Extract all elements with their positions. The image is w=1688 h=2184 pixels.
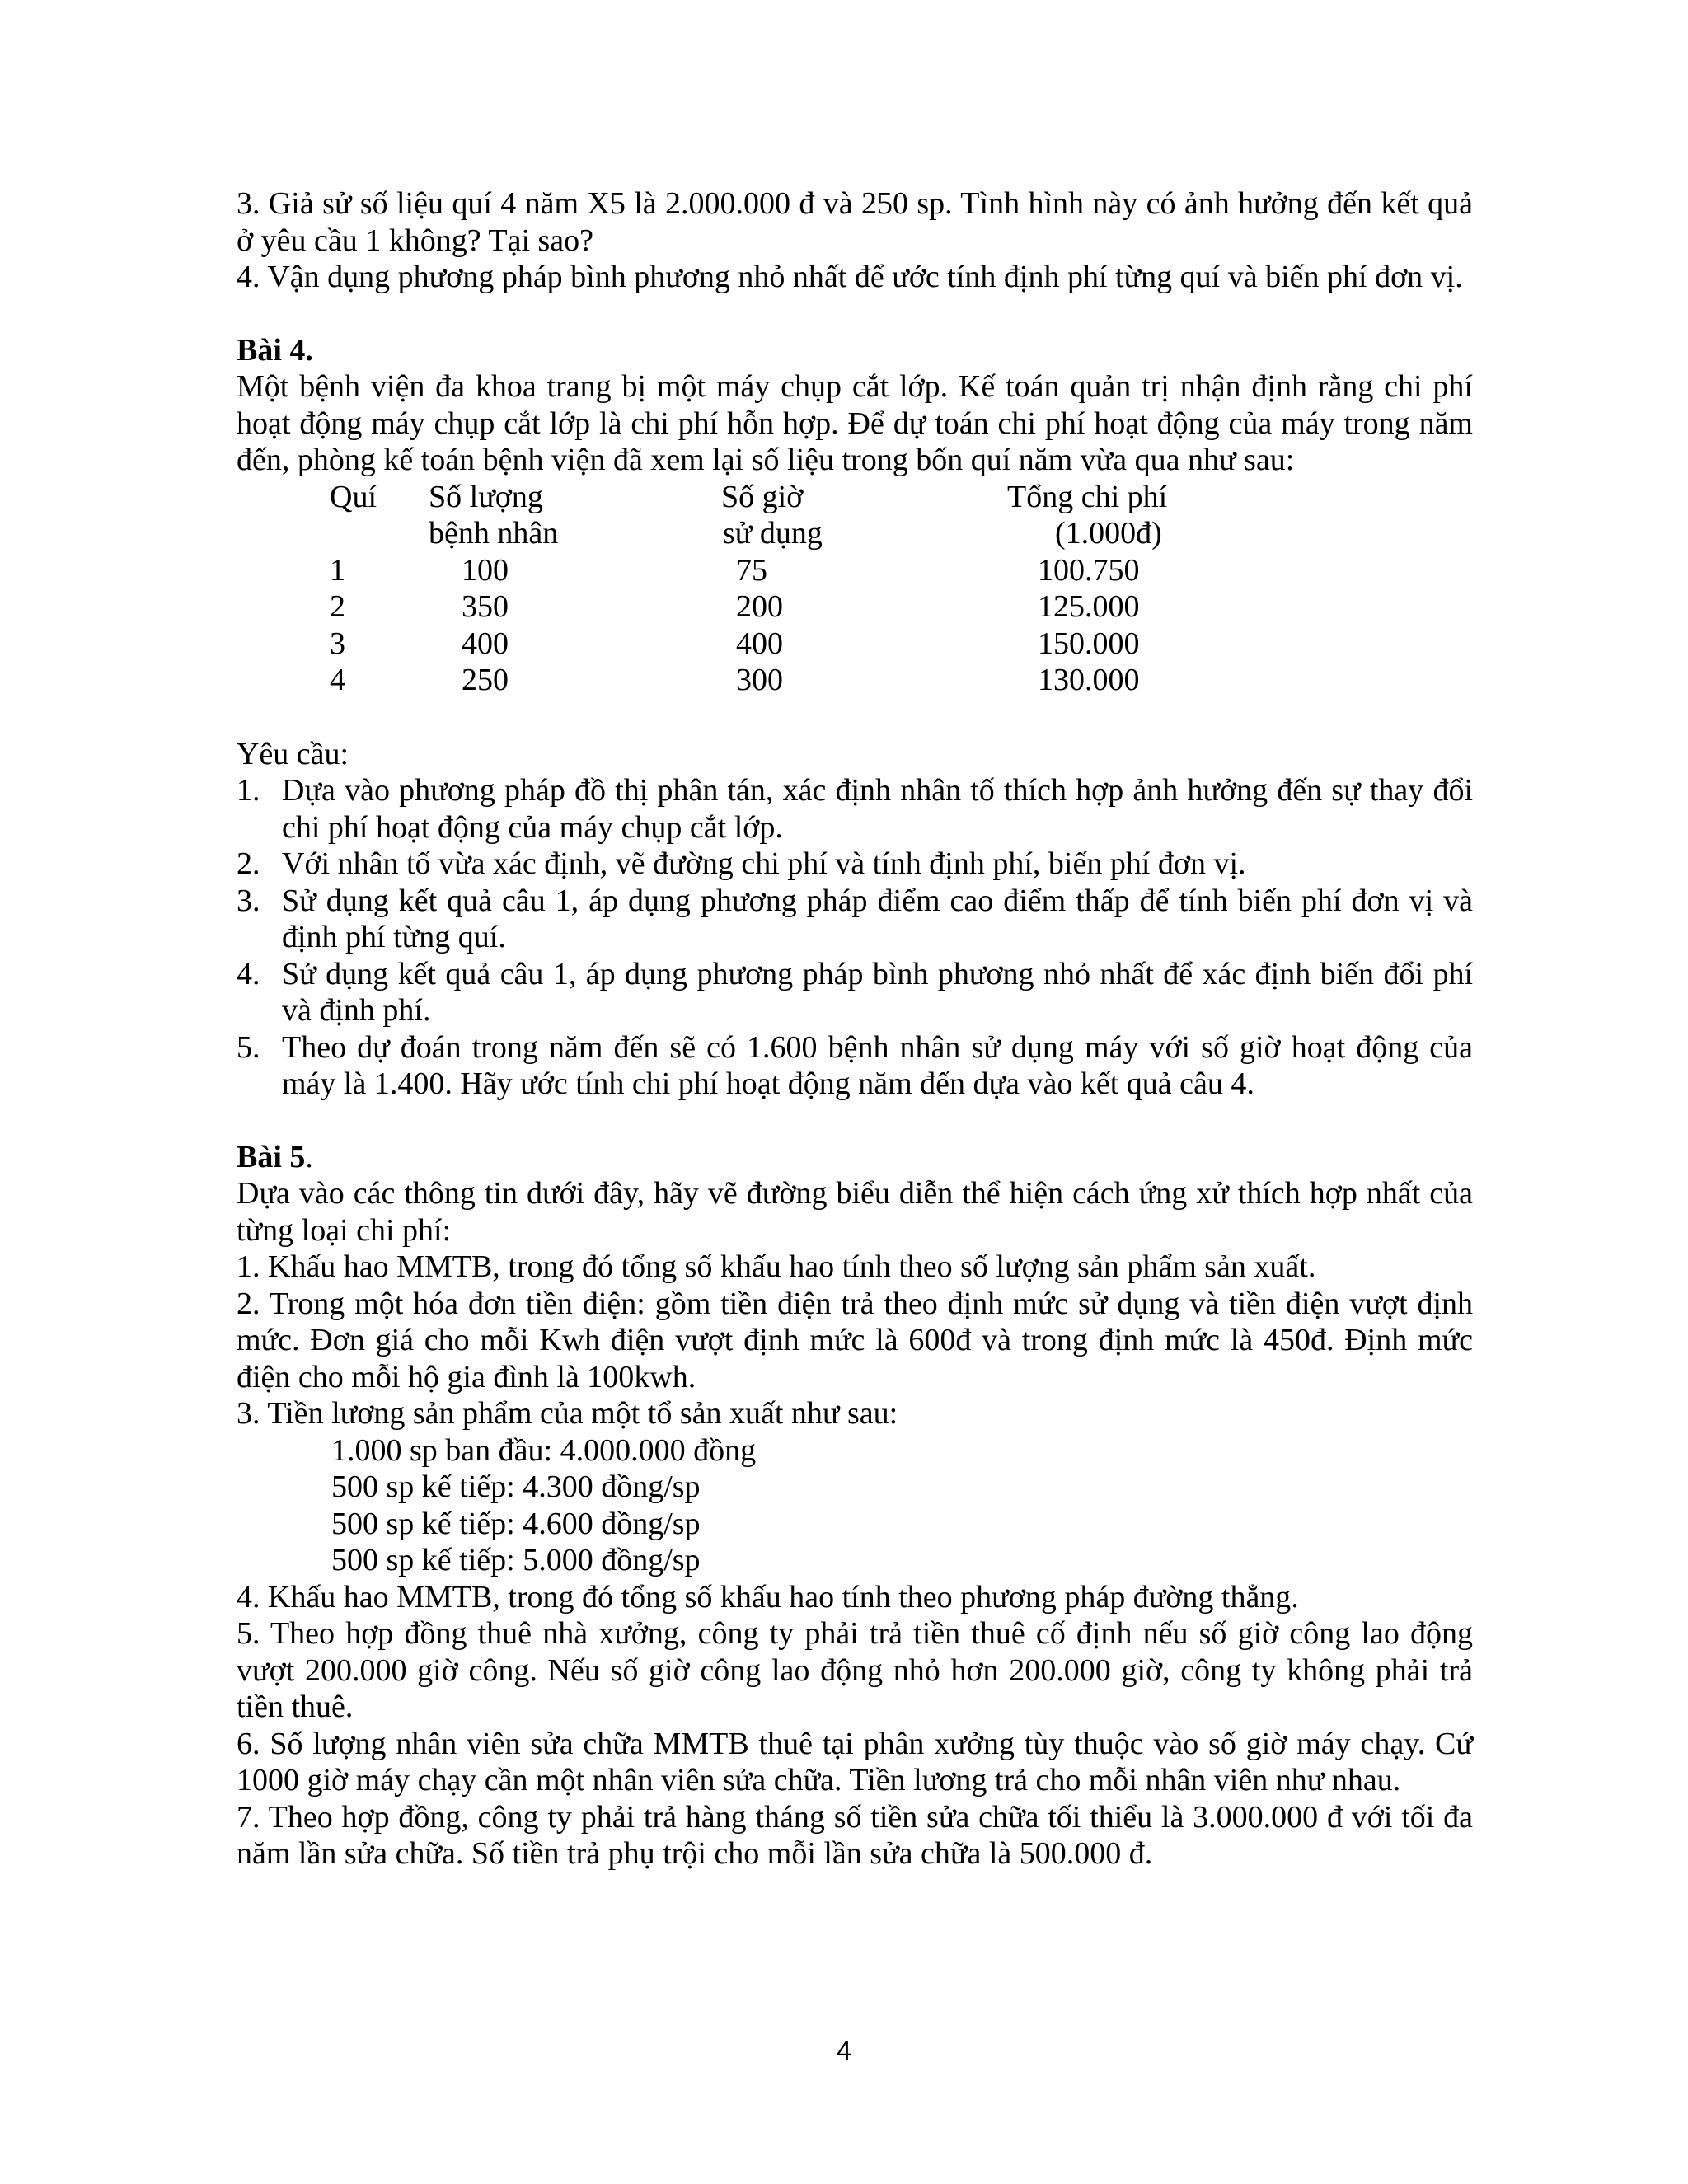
table-cell: 100.750 [1038, 552, 1140, 588]
table-cell: 125.000 [1038, 589, 1140, 624]
list-item: 5. Theo dự đoán trong năm đến sẽ có 1.600 bệnh nhân sử dụng máy với số giờ hoạt động của máy là 1.400. Hãy ước tính chi phí hoạt động năm đến dựa vào kết quả câu 4. [237, 1029, 1473, 1101]
bai5-item-1: 1. Khấu hao MMTB, trong đó tổng số khấu hao tính theo số lượng sản phẩm sản xuất. [237, 1249, 1316, 1284]
bai5-item-2: 2. Trong một hóa đơn tiền điện: gồm tiền điện trả theo định mức sử dụng và tiền điện vượt định mức. Đơn giá cho mỗi Kwh điện vượt định mức là 600đ và trong định mức là 450đ. Định mức điện cho mỗi hộ gia đình là 100kwh. [237, 1286, 1473, 1394]
table-cell: 300 [736, 663, 783, 697]
requirements-list [237, 772, 1473, 1103]
table-cell: 100 [462, 552, 509, 588]
bai5-item-4: 4. Khấu hao MMTB, trong đó tổng số khấu hao tính theo phương pháp đường thẳng. [237, 1579, 1299, 1615]
table-header-patients: Số lượng [429, 479, 543, 514]
table-cell: 350 [462, 589, 509, 624]
wage-tier-line: 1.000 sp ban đầu: 4.000.000 đồng [331, 1432, 757, 1468]
question-4-text: 4. Vận dụng phương pháp bình phương nhỏ nhất để ước tính định phí từng quí và biến phí đơn vị. [237, 260, 1463, 294]
bai5-item-7: 7. Theo hợp đồng, công ty phải trả hàng tháng số tiền sửa chữa tối thiểu là 3.000.000 đ với tối đa năm lần sửa chữa. Số tiền trả phụ trội cho mỗi lần sửa chữa là 500.000 đ. [237, 1799, 1473, 1871]
wage-tier-line: 500 sp kế tiếp: 4.300 đồng/sp [331, 1469, 701, 1504]
table-cell: 150.000 [1038, 626, 1140, 661]
bai4-intro: Một bệnh viện đa khoa trang bị một máy chụp cắt lớp. Kế toán quản trị nhận định rằng chi phí hoạt động máy chụp cắt lớp là chi phí hỗn hợp. Để dự toán chi phí hoạt động của máy trong năm đến, phòng kế toán bệnh viện đã xem lại số liệu trong bốn quí năm vừa qua như sau: [237, 369, 1473, 477]
table-cell: 400 [736, 626, 783, 661]
table-cell: 400 [462, 626, 509, 661]
table-cell: 1 [330, 552, 345, 588]
table-subheader-unit: (1.000đ) [1055, 516, 1162, 551]
table-cell: 130.000 [1038, 663, 1140, 697]
bai5-title: Bài 5. [237, 1139, 313, 1174]
bai4-data-table [237, 479, 1473, 700]
bai4-title: Bài 4. [237, 332, 313, 368]
list-item: 4. Sử dụng kết quả câu 1, áp dụng phương pháp bình phương nhỏ nhất để xác định biến đổi phí và định phí. [237, 956, 1473, 1028]
bai5-intro: Dựa vào các thông tin dưới đây, hãy vẽ đường biểu diễn thể hiện cách ứng xử thích hợp nhất của từng loại chi phí: [237, 1176, 1473, 1248]
page-number: 4 [837, 2036, 851, 2065]
table-cell: 75 [736, 552, 767, 588]
table-cell: 4 [330, 663, 345, 697]
table-cell: 3 [330, 626, 345, 661]
list-item: 2. Với nhân tố vừa xác định, vẽ đường chi phí và tính định phí, biến phí đơn vị. [237, 846, 1246, 881]
table-cell: 2 [330, 589, 345, 624]
table-header-quarter: Quí [330, 479, 377, 514]
bai5-item-5: 5. Theo hợp đồng thuê nhà xưởng, công ty phải trả tiền thuê cố định nếu số giờ công lao động vượt 200.000 giờ công. Nếu số giờ công lao động nhỏ hơn 200.000 giờ, công ty không phải trả tiền thuê. [237, 1616, 1473, 1724]
bai5-item-6: 6. Số lượng nhân viên sửa chữa MMTB thuê tại phân xưởng tùy thuộc vào số giờ máy chạy. Cứ 1000 giờ máy chạy cần một nhân viên sửa chữa. Tiền lương trả cho mỗi nhân viên như nhau. [237, 1726, 1473, 1797]
table-header-total-cost: Tổng chi phí [1007, 479, 1168, 514]
bai5-item-3: 3. Tiền lương sản phẩm của một tổ sản xuất như sau: [237, 1396, 898, 1431]
table-subheader-patients: bệnh nhân [429, 516, 559, 551]
table-subheader-hours: sử dụng [723, 516, 823, 551]
requirements-label: Yêu cầu: [237, 736, 349, 771]
table-cell: 200 [736, 589, 783, 624]
wage-tier-line: 500 sp kế tiếp: 4.600 đồng/sp [331, 1506, 701, 1541]
table-header-hours: Số giờ [721, 479, 804, 514]
page-content [237, 185, 1473, 1872]
question-3-text: 3. Giả sử số liệu quí 4 năm X5 là 2.000.000 đ và 250 sp. Tình hình này có ảnh hưởng đến kết quả ở yêu cầu 1 không? Tại sao? [237, 186, 1473, 258]
list-item: 1. Dựa vào phương pháp đồ thị phân tán, xác định nhân tố thích hợp ảnh hưởng đến sự thay đổi chi phí hoạt động của máy chụp cắt lớp. [237, 773, 1473, 845]
table-cell: 250 [462, 663, 509, 697]
list-item: 3. Sử dụng kết quả câu 1, áp dụng phương pháp điểm cao điểm thấp để tính biến phí đơn vị và định phí từng quí. [237, 883, 1473, 954]
wage-tier-line: 500 sp kế tiếp: 5.000 đồng/sp [331, 1543, 701, 1577]
